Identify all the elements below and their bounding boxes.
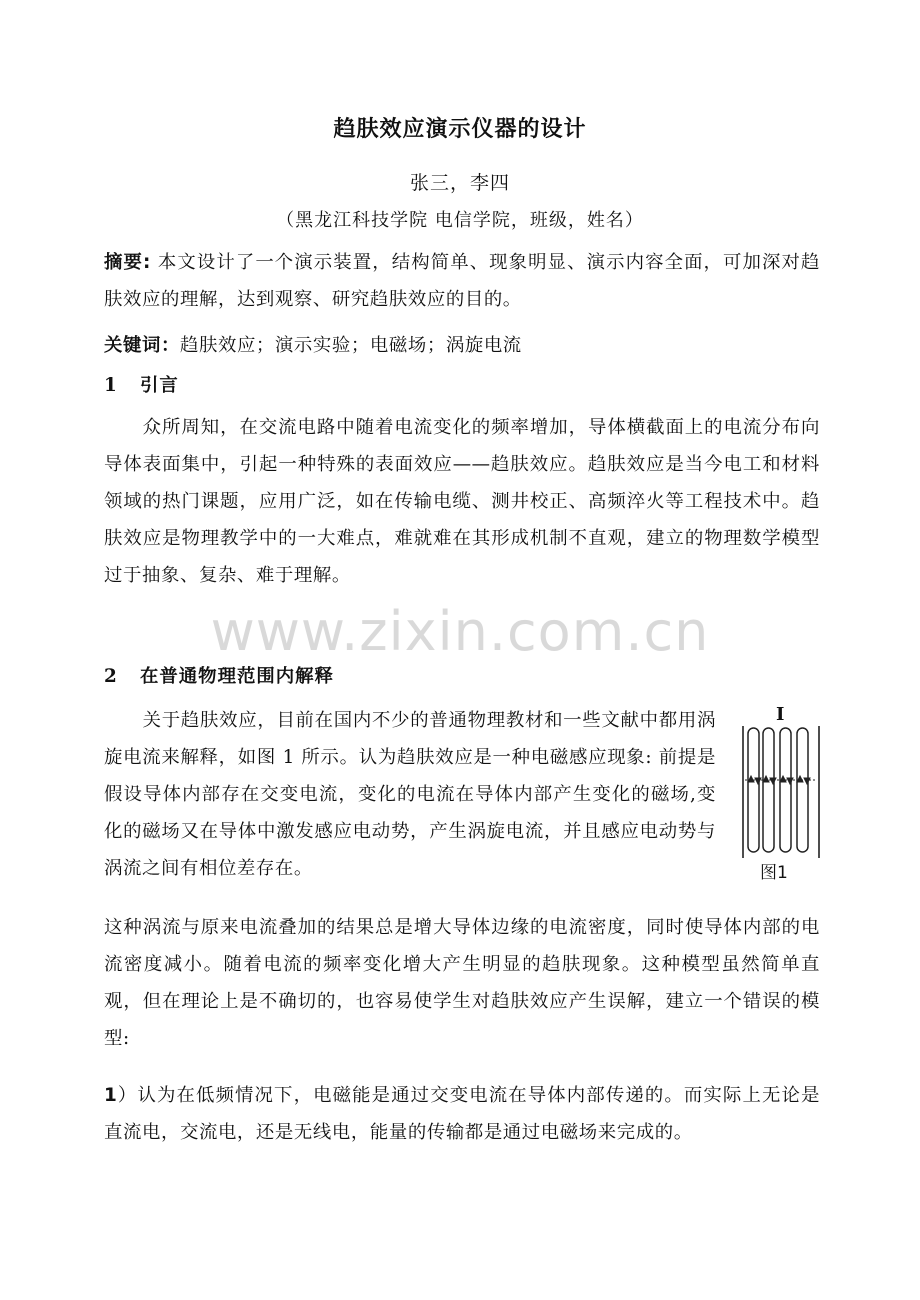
figure-1-current-label: I <box>776 704 785 725</box>
section-2-paragraph-wrapped: 关于趋肤效应，目前在国内不少的普通物理教材和一些文献中都用涡旋电流来解释，如图 1 所示。认为趋肤效应是一种电磁感应现象: 前提是假设导体内部存在交变电流，变化的电流在导体内部产生变化的磁场,变化的磁场又在导体中激发感应电动势，产生涡旋电流，并且感应电动势与涡流之间有相位差存在。 <box>104 710 716 879</box>
paper-affiliation: （黑龙江科技学院 电信学院，班级，姓名） <box>276 210 644 231</box>
paper-title: 趋肤效应演示仪器的设计 <box>333 117 587 142</box>
keywords <box>104 327 820 364</box>
section-1-title: 引言 <box>140 375 179 396</box>
figure-1-caption: 图1 <box>760 863 788 882</box>
abstract <box>104 244 820 318</box>
eddy-current-loops <box>748 728 808 852</box>
list-item-1-text: ）认为在低频情况下，电磁能是通过交变电流在导体内部传递的。而实际上无论是直流电，交流电，还是无线电，能量的传输都是通过电磁场来完成的。 <box>104 1085 820 1143</box>
list-item-1-number: 1 <box>104 1085 118 1106</box>
abstract-text: 本文设计了一个演示装置，结构简单、现象明显、演示内容全面，可加深对趋肤效应的理解，达到观察、研究趋肤效应的目的。 <box>104 252 820 310</box>
section-2-title: 在普通物理范围内解释 <box>140 666 334 687</box>
section-2-number: 2 <box>104 666 118 687</box>
section-1-number: 1 <box>104 375 118 396</box>
section-1-heading <box>104 371 179 397</box>
section-2-paragraph-full: 这种涡流与原来电流叠加的结果总是增大导体边缘的电流密度，同时使导体内部的电流密度减小。随着电流的频率变化增大产生明显的趋肤现象。这种模型虽然简单直观，但在理论上是不确切的，也容易使学生对趋肤效应产生误解，建立一个错误的模型: <box>104 917 820 1049</box>
paper-authors: 张三，李四 <box>409 172 510 194</box>
abstract-label: 摘要: <box>104 252 151 273</box>
figure-1 <box>738 700 824 882</box>
keywords-text: 趋肤效应；演示实验；电磁场；涡旋电流 <box>179 335 522 356</box>
current-arrows <box>745 776 817 784</box>
section-2-heading <box>104 662 334 688</box>
keywords-label: 关键词： <box>104 335 180 356</box>
list-item-1 <box>104 1077 820 1151</box>
watermark: www.zixin.com.cn <box>210 600 710 663</box>
section-1-paragraph: 众所周知，在交流电路中随着电流变化的频率增加，导体横截面上的电流分布向导体表面集中，引起一种特殊的表面效应——趋肤效应。趋肤效应是当今电工和材料领域的热门课题，应用广泛，如在传输电缆、测井校正、高频淬火等工程技术中。趋肤效应是物理教学中的一大难点，难就难在其形成机制不直观，建立的物理数学模型过于抽象、复杂、难于理解。 <box>104 417 820 586</box>
